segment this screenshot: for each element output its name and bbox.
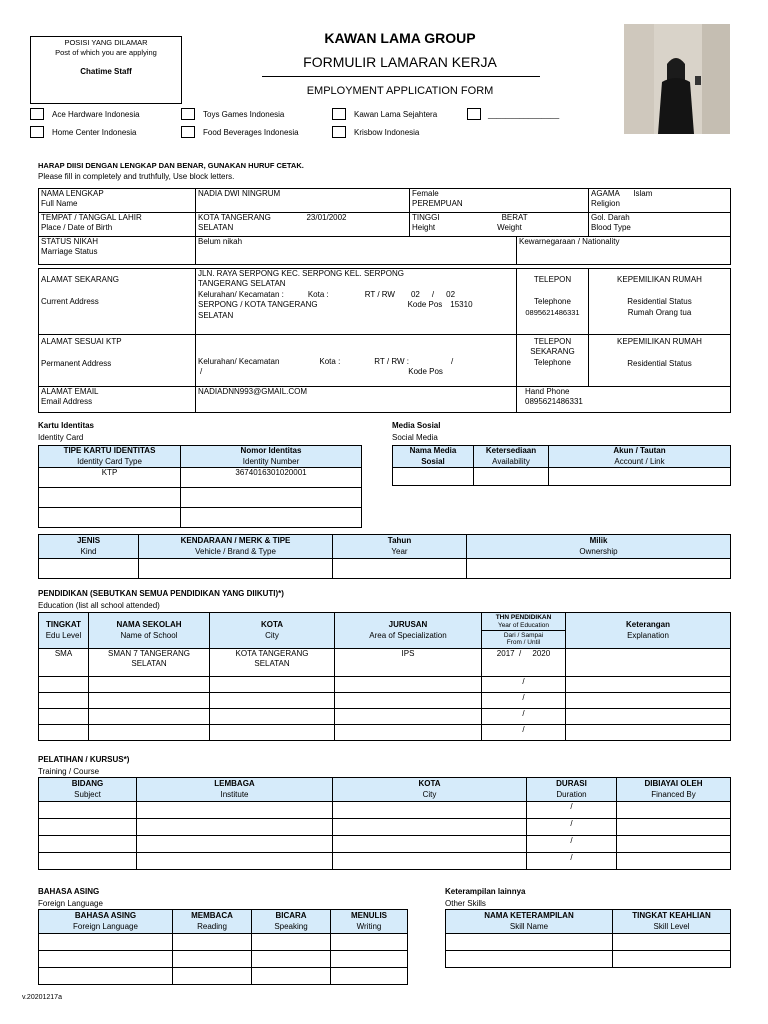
ktp-kota-label: Kota : [319, 357, 341, 366]
skill-name-header-id: NAMA KETERAMPILAN [484, 911, 574, 921]
edu-note-cell[interactable] [566, 693, 731, 709]
vehicle-brand-header [139, 535, 333, 559]
edu-major-value: IPS [401, 649, 415, 658]
company-name: KAWAN LAMA GROUP [324, 30, 476, 46]
edu-note-header [566, 613, 731, 649]
edu-note-header-id: Keterangan [625, 620, 670, 630]
social-title-en: Social Media [392, 433, 438, 442]
vehicle-kind-header-en: Kind [80, 546, 97, 556]
edu-city-cell[interactable] [210, 693, 335, 709]
handphone-label: Hand Phone [525, 387, 570, 396]
form-subtitle: EMPLOYMENT APPLICATION FORM [306, 85, 494, 97]
religion-label: AGAMA [591, 189, 620, 198]
ktp-address-label-cell [39, 335, 196, 387]
social-table [392, 445, 731, 486]
gender-field[interactable] [410, 189, 589, 213]
social-account-header-id: Akun / Tautan [613, 446, 666, 456]
position-label-en: Post of which you are applying [55, 48, 157, 57]
company-kawan-lama: Kawan Lama Sejahtera [354, 110, 438, 119]
edu-school-cell[interactable] [89, 709, 210, 725]
marital-field[interactable] [196, 237, 517, 265]
ktp-address-label: ALAMAT SESUAI KTP [41, 337, 122, 346]
current-address-line4: SELATAN [198, 310, 234, 320]
marital-label-en: Marriage Status [41, 247, 98, 257]
address-table [38, 268, 731, 413]
vehicle-ownership-header-en: Ownership [579, 546, 618, 556]
edu-city-line2: SELATAN [254, 659, 290, 669]
training-institute-cell[interactable] [137, 836, 333, 853]
edu-city-header [210, 613, 335, 649]
social-availability-header-en: Availability [492, 456, 530, 466]
email-label: ALAMAT EMAIL [41, 387, 99, 396]
version-label: v.20201217a [22, 994, 62, 1001]
name-field[interactable] [196, 189, 410, 213]
language-writing-header [331, 910, 408, 934]
company-home-center: Home Center Indonesia [52, 128, 137, 137]
checkbox-ace-hardware[interactable] [30, 108, 44, 120]
training-duration-cell[interactable]: / [527, 802, 617, 819]
identity-type-header-id: TIPE KARTU IDENTITAS [63, 446, 156, 456]
edu-year-range-en: From / Until [506, 639, 541, 647]
current-address-line3: SERPONG / KOTA TANGERANG [198, 300, 318, 310]
company-krisbow: Krisbow Indonesia [354, 128, 420, 137]
training-financed-cell[interactable] [617, 819, 731, 836]
current-address-line1: JLN. RAYA SERPONG KEC. SERPONG KEL. SERPONG [198, 269, 404, 278]
language-title: BAHASA ASING [38, 887, 100, 896]
training-duration-cell[interactable]: / [527, 819, 617, 836]
edu-level-cell[interactable] [39, 693, 89, 709]
ktp-house-field[interactable] [589, 335, 731, 387]
phone-field[interactable] [517, 269, 589, 335]
edu-year-range-id: Dari / Sampai [503, 632, 544, 639]
edu-school-cell[interactable] [89, 649, 210, 677]
house-field[interactable] [589, 269, 731, 335]
language-name-header-en: Foreign Language [73, 921, 138, 931]
language-speaking-header-id: BICARA [275, 911, 307, 921]
kelurahan-label: Kelurahan/ Kecamatan : [198, 289, 284, 299]
edu-major-cell[interactable] [335, 725, 482, 741]
training-institute-header [137, 778, 333, 802]
edu-level-header [39, 613, 89, 649]
phone-label: TELEPON [533, 275, 572, 284]
edu-year-header [482, 613, 566, 649]
edu-city-cell[interactable] [210, 725, 335, 741]
training-subject-cell[interactable] [39, 836, 137, 853]
edu-note-header-en: Explanation [627, 630, 669, 640]
training-city-header-id: KOTA [418, 779, 441, 789]
edu-school-header-en: Name of School [120, 630, 178, 640]
training-financed-cell[interactable] [617, 853, 731, 870]
language-reading-header [173, 910, 252, 934]
language-writing-header-en: Writing [356, 921, 382, 931]
language-speaking-header [252, 910, 331, 934]
language-name-cell[interactable] [39, 968, 173, 985]
house-label-en: Residential Status [627, 297, 692, 307]
skills-title: Keterampilan lainnya [445, 887, 526, 896]
edu-school-header [89, 613, 210, 649]
identity-number-header [181, 446, 362, 468]
social-availability-cell[interactable] [474, 468, 549, 486]
checkbox-home-center[interactable] [30, 126, 44, 138]
social-name-header-1: Nama Media [409, 446, 457, 456]
phone-now-label-2: SEKARANG [530, 347, 575, 357]
vehicle-kind-header-id: JENIS [76, 536, 101, 546]
current-address-label-cell [39, 269, 196, 335]
edu-year-header-en: Year of Education [497, 621, 550, 629]
skills-table [445, 909, 731, 968]
kota-label: Kota : [307, 289, 329, 299]
training-duration-header [527, 778, 617, 802]
edu-year-cell[interactable]: / [482, 709, 566, 725]
applicant-photo [624, 24, 730, 134]
skill-level-header-en: Skill Level [653, 921, 690, 931]
identity-type-header [39, 446, 181, 468]
language-reading-cell[interactable] [173, 934, 252, 951]
vehicle-kind-cell[interactable] [39, 559, 139, 579]
ktp-postal-label: Kode Pos [408, 367, 443, 377]
skill-name-header [446, 910, 613, 934]
skill-name-header-en: Skill Name [509, 921, 549, 931]
training-institute-cell[interactable] [137, 853, 333, 870]
nationality-label: Kewarnegaraan / Nationality [519, 237, 620, 246]
training-city-cell[interactable] [333, 802, 527, 819]
skills-title-en: Other Skills [445, 899, 486, 908]
edu-major-cell[interactable] [335, 649, 482, 677]
identity-number-header-id: Nomor Identitas [240, 446, 302, 456]
ktp-house-label-en: Residential Status [627, 359, 692, 369]
edu-city-cell[interactable] [210, 677, 335, 693]
edu-year-until: 2020 [532, 649, 551, 658]
training-institute-cell[interactable] [137, 802, 333, 819]
edu-city-header-en: City [265, 630, 279, 640]
skill-name-cell[interactable] [446, 951, 613, 968]
language-speaking-cell[interactable] [252, 951, 331, 968]
identity-title: Kartu Identitas [38, 421, 95, 430]
birth-label: TEMPAT / TANGGAL LAHIR [41, 213, 142, 222]
blood-field[interactable] [589, 213, 731, 237]
training-institute-header-en: Institute [220, 789, 249, 799]
language-title-en: Foreign Language [38, 899, 103, 908]
postal-label: Kode Pos [407, 300, 443, 310]
birth-field[interactable] [196, 213, 410, 237]
language-speaking-cell[interactable] [252, 934, 331, 951]
edu-school-line1: SMAN 7 TANGERANG [108, 649, 190, 658]
height-weight-field[interactable] [410, 213, 589, 237]
training-financed-header-id: DIBIAYAI OLEH [644, 779, 703, 789]
language-writing-cell[interactable] [331, 934, 408, 951]
edu-major-cell[interactable] [335, 693, 482, 709]
edu-level-header-id: TINGKAT [46, 620, 81, 630]
marital-label-cell [39, 237, 196, 265]
birth-label-en: Place / Date of Birth [41, 223, 113, 233]
vehicle-year-header-en: Year [391, 546, 408, 556]
edu-major-cell[interactable] [335, 677, 482, 693]
language-writing-header-id: MENULIS [351, 911, 387, 921]
ktp-address-field[interactable] [196, 335, 517, 387]
training-subject-cell[interactable] [39, 819, 137, 836]
edu-major-header-id: JURUSAN [388, 620, 428, 630]
edu-note-cell[interactable] [566, 709, 731, 725]
language-reading-cell[interactable] [173, 968, 252, 985]
name-label-cell [39, 189, 196, 213]
training-duration-cell[interactable]: / [527, 836, 617, 853]
form-title: FORMULIR LAMARAN KERJA [303, 54, 497, 70]
education-title: PENDIDIKAN (SEBUTKAN SEMUA PENDIDIKAN YANG DIIKUTI)*) [38, 589, 284, 598]
edu-level-cell[interactable] [39, 677, 89, 693]
house-label: KEPEMILIKAN RUMAH [617, 275, 702, 284]
vehicle-ownership-header [467, 535, 731, 559]
training-city-header [333, 778, 527, 802]
identity-type-cell[interactable]: KTP [39, 468, 181, 488]
language-name-cell[interactable] [39, 951, 173, 968]
identity-number-cell[interactable]: 3674016301020001 [181, 468, 362, 488]
personal-info-table [38, 188, 731, 265]
identity-type-header-en: Identity Card Type [77, 456, 142, 466]
skill-level-cell[interactable] [613, 951, 731, 968]
language-reading-header-en: Reading [197, 921, 227, 931]
training-duration-header-en: Duration [556, 789, 587, 799]
social-name-header-2: Sosial [421, 456, 445, 466]
marital-label: STATUS NIKAH [41, 237, 99, 246]
title-divider [262, 76, 540, 77]
email-field[interactable] [196, 387, 517, 413]
blood-label-en: Blood Type [591, 223, 631, 233]
birth-place: KOTA TANGERANG [198, 213, 271, 222]
gender-id: PEREMPUAN [412, 199, 463, 209]
identity-number-header-en: Identity Number [242, 456, 300, 466]
vehicle-year-cell[interactable] [333, 559, 467, 579]
company-food-beverages: Food Beverages Indonesia [203, 128, 299, 137]
height-label: TINGGI [412, 213, 440, 222]
phone-now-field[interactable] [517, 335, 589, 387]
training-city-cell[interactable] [333, 853, 527, 870]
training-subject-header-en: Subject [74, 789, 101, 799]
training-subject-header [39, 778, 137, 802]
religion-value: Islam [633, 189, 653, 198]
training-financed-cell[interactable] [617, 836, 731, 853]
edu-school-cell[interactable] [89, 725, 210, 741]
edu-note-cell[interactable] [566, 649, 731, 677]
training-table [38, 777, 731, 870]
training-subject-header-id: BIDANG [71, 779, 104, 789]
phone-now-label-en: Telephone [534, 357, 571, 367]
edu-school-header-id: NAMA SEKOLAH [116, 620, 182, 630]
ktp-house-label: KEPEMILIKAN RUMAH [617, 337, 702, 346]
birth-place-2: SELATAN [198, 223, 234, 233]
instructions-en: Please fill in completely and truthfully, Use block letters. [38, 172, 235, 181]
language-reading-header-id: MEMBACA [191, 911, 233, 921]
edu-level-cell[interactable] [39, 709, 89, 725]
ktp-rtrw-slash: / [450, 357, 454, 366]
edu-year-cell[interactable]: / [482, 725, 566, 741]
rtrw-label: RT / RW [364, 289, 395, 299]
skill-name-cell[interactable] [446, 934, 613, 951]
rw-value: 02 [446, 289, 456, 299]
training-financed-header [617, 778, 731, 802]
skill-level-header [613, 910, 731, 934]
current-address-label-en: Current Address [41, 297, 99, 307]
edu-major-header-en: Area of Specialization [369, 630, 447, 640]
religion-label-en: Religion [591, 199, 620, 209]
marital-value: Belum nikah [198, 237, 243, 246]
current-address-label: ALAMAT SEKARANG [41, 275, 119, 284]
language-name-cell[interactable] [39, 934, 173, 951]
language-name-header [39, 910, 173, 934]
training-title: PELATIHAN / KURSUS*) [38, 755, 130, 764]
ktp-kel-slash: / [200, 367, 203, 377]
rt-value: 02 [410, 289, 420, 299]
weight-label-en: Weight [497, 223, 522, 233]
training-city-cell[interactable] [333, 819, 527, 836]
email-label-en: Email Address [41, 397, 93, 407]
handphone-field[interactable] [517, 387, 731, 413]
identity-table [38, 445, 362, 528]
language-writing-cell[interactable] [331, 951, 408, 968]
training-institute-cell[interactable] [137, 819, 333, 836]
vehicle-year-header [333, 535, 467, 559]
ktp-rtrw-label: RT / RW : [374, 357, 409, 366]
training-subject-cell[interactable] [39, 853, 137, 870]
phone-value: 0895621486331 [525, 307, 580, 317]
vehicle-ownership-header-id: Milik [589, 536, 608, 546]
social-availability-header-id: Ketersediaan [485, 446, 537, 456]
position-value[interactable]: Chatime Staff [80, 67, 132, 76]
ktp-address-label-en: Permanent Address [41, 359, 112, 369]
email-value: NADIADNN993@GMAIL.COM [198, 387, 308, 396]
social-name-header [393, 446, 474, 468]
edu-level-header-en: Edu Level [45, 630, 82, 640]
training-title-en: Training / Course [38, 767, 100, 776]
training-city-cell[interactable] [333, 836, 527, 853]
edu-school-line2: SELATAN [131, 659, 167, 669]
training-subject-cell[interactable] [39, 802, 137, 819]
skill-level-cell[interactable] [613, 934, 731, 951]
edu-school-cell[interactable] [89, 677, 210, 693]
vehicle-brand-header-id: KENDARAAN / MERK & TIPE [180, 536, 291, 546]
edu-year-from: 2017 [496, 649, 515, 658]
edu-level-cell[interactable] [39, 725, 89, 741]
language-name-header-id: BAHASA ASING [74, 911, 137, 921]
edu-city-cell[interactable] [210, 709, 335, 725]
skill-level-header-id: TINGKAT KEAHLIAN [632, 911, 711, 921]
edu-year-cell[interactable]: / [482, 693, 566, 709]
birth-label-cell [39, 213, 196, 237]
gender-en: Female [412, 189, 439, 198]
training-duration-cell[interactable]: / [527, 853, 617, 870]
edu-year-sep: / [519, 649, 522, 658]
social-account-cell[interactable] [549, 468, 731, 486]
edu-year-header-id: THN PENDIDIKAN [495, 614, 552, 622]
social-account-header [549, 446, 731, 468]
training-city-header-en: City [422, 789, 437, 799]
social-title: Media Sosial [392, 421, 441, 430]
identity-number-cell[interactable] [181, 488, 362, 508]
checkbox-kawan-lama[interactable] [332, 108, 346, 120]
vehicle-kind-header [39, 535, 139, 559]
edu-major-header [335, 613, 482, 649]
language-writing-cell[interactable] [331, 968, 408, 985]
edu-level-value: SMA [54, 649, 73, 658]
religion-field[interactable] [589, 189, 731, 213]
training-institute-header-id: LEMBAGA [214, 779, 255, 789]
social-availability-header [474, 446, 549, 468]
instructions-id: HARAP DIISI DENGAN LENGKAP DAN BENAR, GUNAKAN HURUF CETAK. [38, 161, 304, 170]
height-label-en: Height [412, 223, 436, 233]
vehicle-ownership-cell[interactable] [467, 559, 731, 579]
edu-major-cell[interactable] [335, 709, 482, 725]
edu-city-cell[interactable] [210, 649, 335, 677]
email-label-cell [39, 387, 196, 413]
checkbox-other-company[interactable] [467, 108, 481, 120]
phone-now-label: TELEPON [533, 337, 572, 346]
name-value: NADIA DWI NINGRUM [198, 189, 281, 198]
education-title-en: Education (list all school attended) [38, 601, 160, 610]
social-account-header-en: Account / Link [614, 456, 665, 466]
current-address-field[interactable] [196, 269, 517, 335]
edu-city-header-id: KOTA [260, 620, 284, 630]
vehicle-year-header-id: Tahun [387, 536, 412, 546]
company-ace-hardware: Ace Hardware Indonesia [52, 110, 140, 119]
current-address-line2: TANGERANG SELATAN [198, 279, 286, 289]
ktp-kelurahan-label: Kelurahan/ Kecamatan [198, 357, 280, 366]
company-toys-games: Toys Games Indonesia [203, 110, 285, 119]
checkbox-toys-games[interactable] [181, 108, 195, 120]
language-speaking-header-en: Speaking [274, 921, 308, 931]
identity-title-en: Identity Card [38, 433, 84, 442]
checkbox-krisbow[interactable] [332, 126, 346, 138]
training-financed-header-en: Financed By [651, 789, 696, 799]
blood-label: Gol. Darah [591, 213, 630, 222]
vehicle-brand-header-en: Vehicle / Brand & Type [195, 546, 276, 556]
other-company-line[interactable]: ________________ [488, 110, 560, 119]
postal-value: 15310 [450, 300, 473, 310]
edu-year-cell[interactable]: / [482, 677, 566, 693]
birth-date: 23/01/2002 [306, 213, 347, 222]
social-name-cell[interactable] [393, 468, 474, 486]
identity-type-cell[interactable] [39, 508, 181, 528]
identity-type-cell[interactable] [39, 488, 181, 508]
vehicle-brand-cell[interactable] [139, 559, 333, 579]
language-table [38, 909, 408, 985]
house-value: Rumah Orang tua [627, 307, 692, 317]
nationality-field[interactable] [517, 237, 731, 265]
vehicle-table [38, 534, 731, 579]
edu-note-cell[interactable] [566, 725, 731, 741]
rtrw-slash: / [431, 289, 435, 299]
education-table [38, 612, 731, 741]
phone-label-en: Telephone [534, 297, 571, 307]
language-reading-cell[interactable] [173, 951, 252, 968]
position-label: POSISI YANG DILAMAR [64, 38, 148, 47]
name-label-en: Full Name [41, 199, 78, 209]
edu-year-cell[interactable] [482, 649, 566, 677]
training-financed-cell[interactable] [617, 802, 731, 819]
checkbox-food-beverages[interactable] [181, 126, 195, 138]
training-duration-header-id: DURASI [556, 779, 587, 789]
identity-number-cell[interactable] [181, 508, 362, 528]
edu-school-cell[interactable] [89, 693, 210, 709]
edu-note-cell[interactable] [566, 677, 731, 693]
edu-level-cell[interactable] [39, 649, 89, 677]
edu-city-line1: KOTA TANGERANG [235, 649, 309, 658]
weight-label: BERAT [501, 213, 528, 222]
name-label: NAMA LENGKAP [41, 189, 104, 198]
language-speaking-cell[interactable] [252, 968, 331, 985]
handphone-value: 0895621486331 [525, 397, 583, 407]
